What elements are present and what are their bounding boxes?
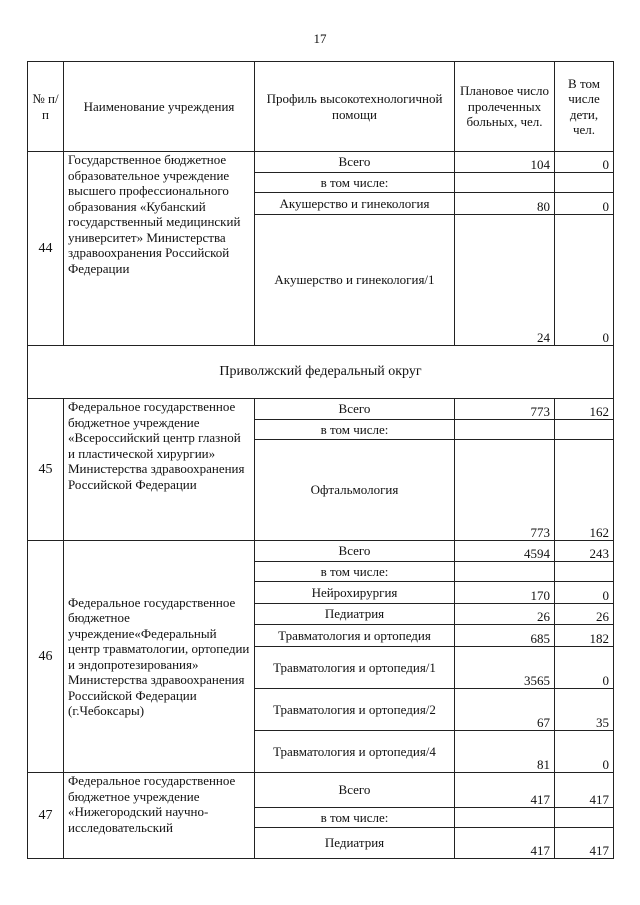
institution-name-47: Федеральное государственное бюджетное учреждение «Нижегородский научно-исследовательский <box>64 773 255 859</box>
planned-cell: 26 <box>455 604 555 625</box>
children-cell: 35 <box>555 689 614 731</box>
profile-cell: Травматология и ортопедия/2 <box>255 689 455 731</box>
table-row <box>28 399 614 420</box>
profile-cell: Травматология и ортопедия/1 <box>255 647 455 689</box>
planned-cell <box>455 808 555 828</box>
children-cell <box>555 420 614 440</box>
profile-cell: в том числе: <box>255 173 455 193</box>
profile-cell: в том числе: <box>255 562 455 582</box>
planned-cell <box>455 173 555 193</box>
profile-cell: Всего <box>255 152 455 173</box>
children-cell: 0 <box>555 731 614 773</box>
children-cell: 417 <box>555 773 614 808</box>
planned-cell: 3565 <box>455 647 555 689</box>
children-cell: 0 <box>555 193 614 215</box>
profile-cell: в том числе: <box>255 808 455 828</box>
table-row <box>28 773 614 808</box>
planned-cell: 685 <box>455 625 555 647</box>
row-number-46: 46 <box>28 541 64 773</box>
planned-cell: 24 <box>455 215 555 346</box>
row-number-47: 47 <box>28 773 64 859</box>
children-cell <box>555 562 614 582</box>
planned-cell: 67 <box>455 689 555 731</box>
header-institution-name: Наименование учреждения <box>64 62 255 152</box>
children-cell: 162 <box>555 399 614 420</box>
profile-cell: Травматология и ортопедия/4 <box>255 731 455 773</box>
profile-cell: Нейрохирургия <box>255 582 455 604</box>
children-cell: 182 <box>555 625 614 647</box>
region-heading: Приволжский федеральный округ <box>28 346 614 399</box>
header-number: № п/п <box>28 62 64 152</box>
profile-cell: Акушерство и гинекология/1 <box>255 215 455 346</box>
planned-cell: 773 <box>455 440 555 541</box>
header-planned-patients: Плановое число пролеченных больных, чел. <box>455 62 555 152</box>
profile-cell: Всего <box>255 541 455 562</box>
planned-cell: 104 <box>455 152 555 173</box>
planned-cell <box>455 420 555 440</box>
profile-cell: Травматология и ортопедия <box>255 625 455 647</box>
table-row <box>28 152 614 173</box>
children-cell: 0 <box>555 582 614 604</box>
institution-name-44: Государственное бюджетное образовательное учреждение высшего профессионального образования «Кубанский государственный медицинский университет» Министерства здравоохранения Российской Федерации <box>64 152 255 346</box>
row-number-45: 45 <box>28 399 64 541</box>
row-number-44: 44 <box>28 152 64 346</box>
planned-cell: 417 <box>455 828 555 859</box>
planned-cell: 417 <box>455 773 555 808</box>
children-cell <box>555 173 614 193</box>
region-row <box>28 346 614 399</box>
profile-cell: Всего <box>255 399 455 420</box>
table-row <box>28 541 614 562</box>
profile-cell: Педиатрия <box>255 828 455 859</box>
institution-name-45: Федеральное государственное бюджетное учреждение «Всероссийский центр глазной и пластической хирургии» Министерства здравоохранения Российской Федерации <box>64 399 255 541</box>
page-number: 17 <box>313 31 327 46</box>
profile-cell: Всего <box>255 773 455 808</box>
profile-cell: Офтальмология <box>255 440 455 541</box>
children-cell: 0 <box>555 647 614 689</box>
header-profile: Профиль высокотехнологичной помощи <box>255 62 455 152</box>
header-row <box>28 62 614 152</box>
profile-cell: Акушерство и гинекология <box>255 193 455 215</box>
children-cell: 0 <box>555 215 614 346</box>
planned-cell: 773 <box>455 399 555 420</box>
children-cell: 26 <box>555 604 614 625</box>
institutions-table <box>27 61 614 859</box>
children-cell <box>555 808 614 828</box>
profile-cell: в том числе: <box>255 420 455 440</box>
children-cell: 0 <box>555 152 614 173</box>
planned-cell: 81 <box>455 731 555 773</box>
children-cell: 417 <box>555 828 614 859</box>
planned-cell: 80 <box>455 193 555 215</box>
children-cell: 243 <box>555 541 614 562</box>
children-cell: 162 <box>555 440 614 541</box>
planned-cell <box>455 562 555 582</box>
planned-cell: 170 <box>455 582 555 604</box>
header-children: В том числе дети, чел. <box>555 62 614 152</box>
planned-cell: 4594 <box>455 541 555 562</box>
profile-cell: Педиатрия <box>255 604 455 625</box>
institution-name-46: Федеральное государственное бюджетное учреждение«Федеральный центр травматологии, ортопедии и эндопротезирования» Министерства здравоохранения Российской Федерации (г.Чебоксары) <box>64 541 255 773</box>
